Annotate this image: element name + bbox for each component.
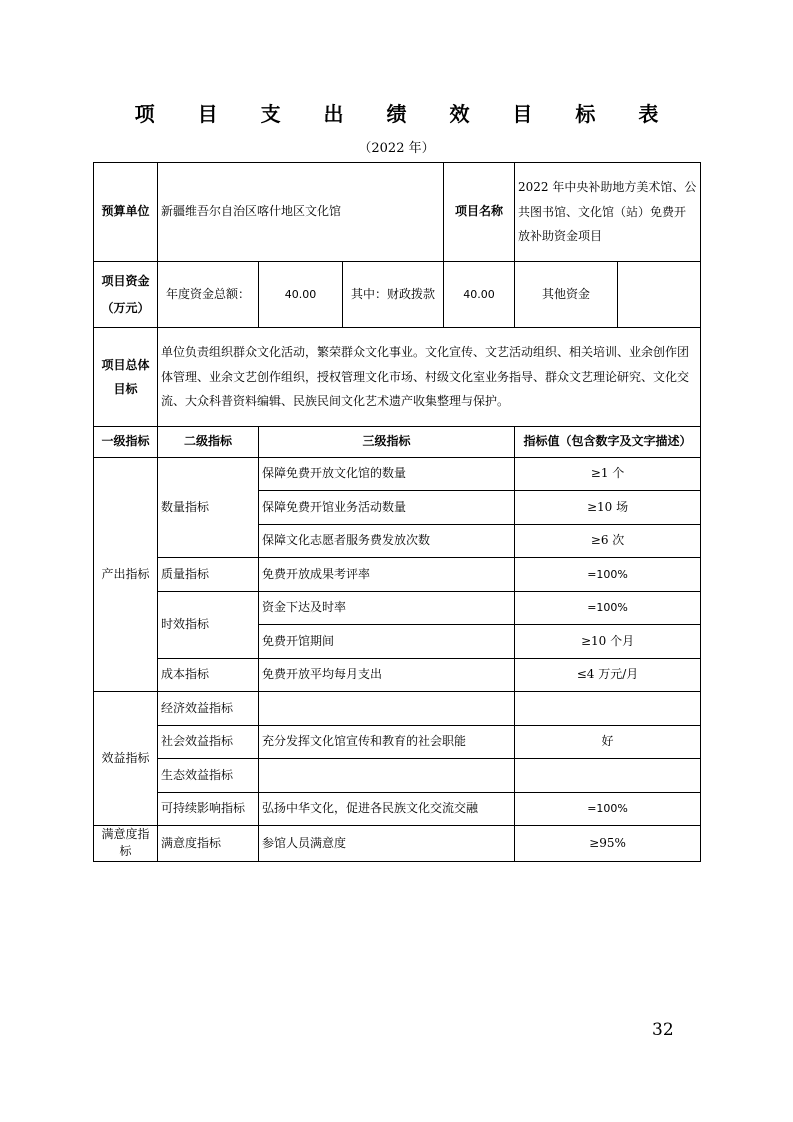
project-name-label: 项目名称 (444, 163, 515, 262)
value-cell: =100% (515, 592, 701, 625)
header-value: 指标值（包含数字及文字描述） (515, 427, 701, 458)
page-title: 项 目 支 出 绩 效 目 标 表 (134, 102, 677, 126)
level2-sustainable: 可持续影响指标 (158, 793, 259, 826)
level3-cell: 免费开放平均每月支出 (259, 659, 515, 692)
project-name-value: 2022 年中央补助地方美术馆、公共图书馆、文化馆（站）免费开放补助资金项目 (515, 163, 701, 262)
indicator-header-row (94, 427, 701, 458)
header-level1: 一级指标 (94, 427, 158, 458)
table-row (94, 726, 701, 759)
table-row (94, 659, 701, 692)
value-cell: =100% (515, 558, 701, 592)
level3-cell: 参馆人员满意度 (259, 826, 515, 862)
table-row (94, 458, 701, 491)
overall-goal-label: 项目总体目标 (94, 328, 158, 427)
table-row (94, 558, 701, 592)
year-label: （2022 年） (358, 141, 435, 156)
value-cell (515, 759, 701, 793)
overall-goal-text: 单位负责组织群众文化活动，繁荣群众文化事业。文化宣传、文艺活动组织、相关培训、业余创作团体管理、业余文艺创作组织，授权管理文化市场、村级文化室业务指导、群众文艺理论研究、文化交流、大众科普资料编辑、民族民间文化艺术遗产收集整理与保护。 (158, 328, 701, 427)
level3-cell: 免费开馆期间 (259, 625, 515, 659)
level2-quality: 质量指标 (158, 558, 259, 592)
funds-label-line2: （万元） (101, 300, 150, 315)
level1-output: 产出指标 (94, 458, 158, 692)
level3-cell: 保障免费开放文化馆的数量 (259, 458, 515, 491)
performance-table (93, 162, 701, 862)
level2-cost: 成本指标 (158, 659, 259, 692)
overall-goal-row (94, 328, 701, 427)
table-row (94, 826, 701, 862)
level3-cell: 免费开放成果考评率 (259, 558, 515, 592)
level3-cell: 保障免费开馆业务活动数量 (259, 491, 515, 525)
funds-label-line1: 项目资金 (101, 274, 150, 289)
fiscal-funds-value: 40.00 (444, 262, 515, 328)
value-cell: =100% (515, 793, 701, 826)
funds-row (94, 262, 701, 328)
level3-cell: 资金下达及时率 (259, 592, 515, 625)
level3-cell (259, 692, 515, 726)
other-funds-value (618, 262, 701, 328)
value-cell: ≥10 场 (515, 491, 701, 525)
budget-unit-row (94, 163, 701, 262)
value-cell: 好 (515, 726, 701, 759)
level1-satisfaction: 满意度指标 (94, 826, 158, 862)
other-funds-label: 其他资金 (515, 262, 618, 328)
table-row (94, 793, 701, 826)
budget-unit-value: 新疆维吾尔自治区喀什地区文化馆 (158, 163, 444, 262)
level3-cell (259, 759, 515, 793)
level1-benefit: 效益指标 (94, 692, 158, 826)
value-cell: ≥6 次 (515, 525, 701, 558)
level2-satisfaction: 满意度指标 (158, 826, 259, 862)
level2-quantity: 数量指标 (158, 458, 259, 558)
annual-funds-value: 40.00 (259, 262, 343, 328)
value-cell: ≤4 万元/月 (515, 659, 701, 692)
budget-unit-label: 预算单位 (94, 163, 158, 262)
value-cell: ≥95% (515, 826, 701, 862)
funds-label (94, 262, 158, 328)
table-row (94, 692, 701, 726)
level2-timeliness: 时效指标 (158, 592, 259, 659)
level2-social: 社会效益指标 (158, 726, 259, 759)
annual-funds-label: 年度资金总额： (158, 262, 259, 328)
value-cell (515, 692, 701, 726)
level3-cell: 弘扬中华文化，促进各民族文化交流交融 (259, 793, 515, 826)
table-row (94, 592, 701, 625)
table-row (94, 759, 701, 793)
value-cell: ≥1 个 (515, 458, 701, 491)
page-number: 32 (652, 1020, 674, 1040)
level3-cell: 充分发挥文化馆宣传和教育的社会职能 (259, 726, 515, 759)
header-level2: 二级指标 (158, 427, 259, 458)
level2-ecological: 生态效益指标 (158, 759, 259, 793)
level2-economic: 经济效益指标 (158, 692, 259, 726)
level3-cell: 保障文化志愿者服务费发放次数 (259, 525, 515, 558)
header-level3: 三级指标 (259, 427, 515, 458)
fiscal-funds-label: 其中：财政拨款 (343, 262, 444, 328)
value-cell: ≥10 个月 (515, 625, 701, 659)
